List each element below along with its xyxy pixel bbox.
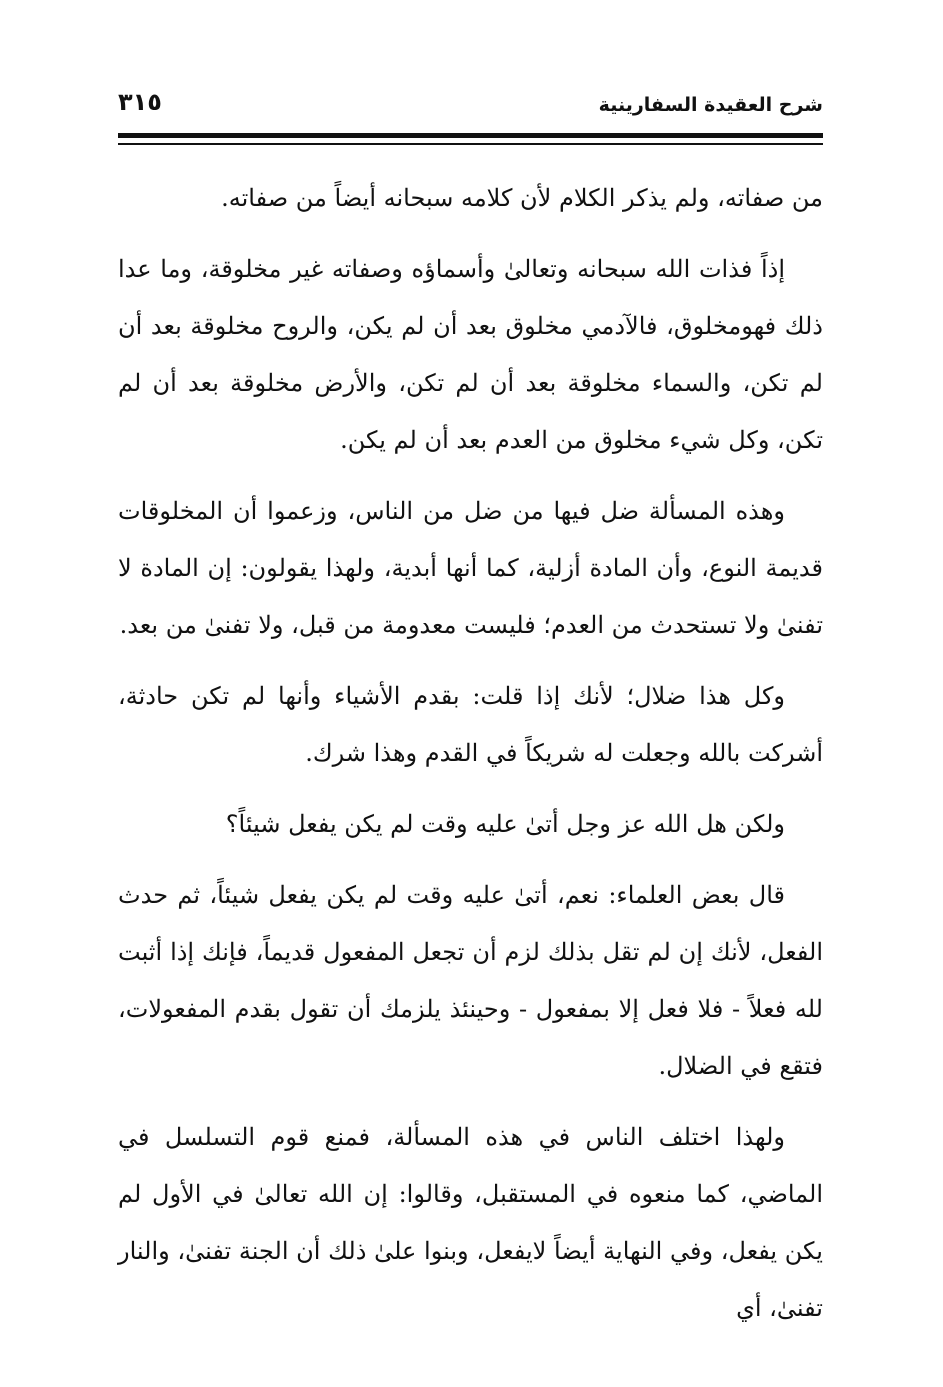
- paragraph-3: وهذه المسألة ضل فيها من ضل من الناس، وزعموا أن المخلوقات قديمة النوع، وأن المادة أزلية، كما أنها أبدية، ولهذا يقولون: إن المادة لا تفنىٰ ولا تستحدث من العدم؛ فليست معدومة من قبل، ولا تفنىٰ من بعد.: [118, 497, 823, 639]
- paragraph-7: ولهذا اختلف الناس في هذه المسألة، فمنع قوم التسلسل في الماضي، كما منعوه في المستقبل، وقالوا: إن الله تعالىٰ في الأول لم يكن يفعل، وفي النهاية أيضاً لايفعل، وبنوا علىٰ ذلك أن الجنة تفنىٰ، والنار تفنىٰ، أي: [118, 1123, 823, 1322]
- page-number: ٣١٥: [118, 88, 162, 116]
- paragraph-1: من صفاته، ولم يذكر الكلام لأن كلامه سبحانه أيضاً من صفاته.: [221, 184, 823, 212]
- paragraph-4: وكل هذا ضلال؛ لأنك إذا قلت: بقدم الأشياء وأنها لم تكن حادثة، أشركت بالله وجعلت له شريكاً في القدم وهذا شرك.: [118, 682, 823, 767]
- paragraph-6: قال بعض العلماء: نعم، أتىٰ عليه وقت لم يكن يفعل شيئاً، ثم حدث الفعل، لأنك إن لم تقل بذلك لزم أن تجعل المفعول قديماً، فإنك إذا أثبت لله فعلاً - فلا فعل إلا بمفعول - وحينئذ يلزمك أن تقول بقدم المفعولات، فتقع في الضلال.: [118, 881, 823, 1080]
- header-rule-thick: [118, 133, 823, 138]
- paragraph-2: إذاً فذات الله سبحانه وتعالىٰ وأسماؤه وصفاته غير مخلوقة، وما عدا ذلك فهومخلوق، فالآدمي مخلوق بعد أن لم يكن، والروح مخلوقة بعد أن لم تكن، والسماء مخلوقة بعد أن لم تكن، والأرض مخلوقة بعد أن لم تكن، وكل شيء مخلوق من العدم بعد أن لم يكن.: [118, 255, 823, 454]
- body-text: [118, 170, 823, 1351]
- running-header: [118, 88, 823, 128]
- header-rule-thin: [118, 143, 823, 145]
- paragraph-5: ولكن هل الله عز وجل أتىٰ عليه وقت لم يكن يفعل شيئاً؟: [225, 810, 785, 838]
- book-title: شرح العقيدة السفارينية: [598, 94, 823, 116]
